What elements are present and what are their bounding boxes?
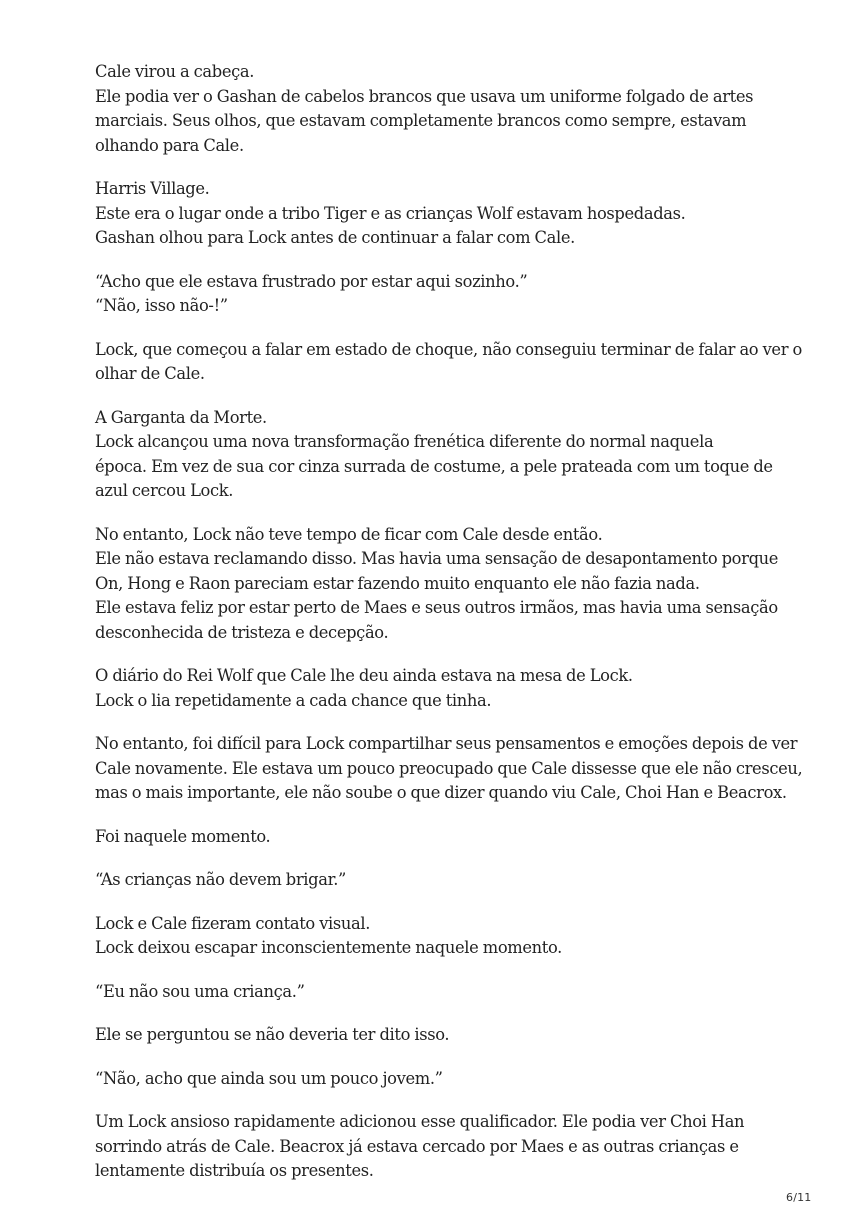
text-line: desconhecida de tristeza e decepção. <box>95 622 389 642</box>
text-line: Cale virou a cabeça. <box>95 62 255 81</box>
text-line: olhando para Cale. <box>95 135 244 155</box>
text-line: “Eu não sou uma criança.” <box>95 981 305 1001</box>
paragraph-15 <box>95 1110 795 1184</box>
text-line: Lock e Cale fizeram contato visual. <box>95 913 371 933</box>
text-line: Lock o lia repetidamente a cada chance que tinha. <box>95 690 492 710</box>
paragraph-6 <box>95 523 795 646</box>
text-line: Ele estava feliz por estar perto de Maes e seus outros irmãos, mas havia uma sensação <box>95 598 778 617</box>
paragraph-11 <box>95 912 795 961</box>
text-line: Cale novamente. Ele estava um pouco preocupado que Cale dissesse que ele não cresceu, <box>95 758 803 778</box>
text-line: “Não, isso não-!” <box>95 296 228 315</box>
text-line: Lock alcançou uma nova transformação frenética diferente do normal naquela <box>95 432 714 451</box>
text-line: On, Hong e Raon pareciam estar fazendo muito enquanto ele não fazia nada. <box>95 573 700 593</box>
text-line: Um Lock ansioso rapidamente adicionou esse qualificador. Ele podia ver Choi Han <box>95 1112 745 1131</box>
text-line: lentamente distribuía os presentes. <box>95 1161 374 1180</box>
text-line: Ele se perguntou se não deveria ter dito isso. <box>95 1025 450 1044</box>
paragraph-12 <box>95 980 795 1005</box>
text-line: No entanto, Lock não teve tempo de ficar com Cale desde então. <box>95 524 603 544</box>
text-line: marciais. Seus olhos, que estavam completamente brancos como sempre, estavam <box>95 111 747 130</box>
text-line: Lock deixou escapar inconscientemente naquele momento. <box>95 938 562 957</box>
text-line: “Acho que ele estava frustrado por estar aqui sozinho.” <box>95 271 528 291</box>
text-line: Foi naquele momento. <box>95 826 271 846</box>
text-line: mas o mais importante, ele não soube o que dizer quando viu Cale, Choi Han e Beacrox. <box>95 783 787 802</box>
text-line: azul cercou Lock. <box>95 481 234 500</box>
text-line: sorrindo atrás de Cale. Beacrox já estava cercado por Maes e as outras crianças e <box>95 1136 739 1156</box>
paragraph-2 <box>95 177 795 251</box>
text-line: Harris Village. <box>95 179 210 198</box>
text-line: “As crianças não devem brigar.” <box>95 870 347 889</box>
text-line: Este era o lugar onde a tribo Tiger e as crianças Wolf estavam hospedadas. <box>95 203 686 223</box>
paragraph-4 <box>95 338 802 387</box>
text-line: Ele podia ver o Gashan de cabelos brancos que usava um uniforme folgado de artes <box>95 86 754 106</box>
paragraph-1 <box>95 60 795 158</box>
text-line: Ele não estava reclamando disso. Mas havia uma sensação de desapontamento porque <box>95 549 779 568</box>
text-line: época. Em vez de sua cor cinza surrada de costume, a pele prateada com um toque de <box>95 456 773 476</box>
paragraph-8 <box>95 732 803 806</box>
text-line: A Garganta da Morte. <box>95 407 267 427</box>
paragraph-5 <box>95 406 795 504</box>
text-line: Lock, que começou a falar em estado de choque, não conseguiu terminar de falar ao ver o <box>95 339 802 359</box>
text-line: No entanto, foi difícil para Lock compartilhar seus pensamentos e emoções depois de ver <box>95 734 798 753</box>
paragraph-14 <box>95 1067 795 1092</box>
paragraph-3 <box>95 270 795 319</box>
text-line: Gashan olhou para Lock antes de continuar a falar com Cale. <box>95 228 575 247</box>
text-line: olhar de Cale. <box>95 364 205 383</box>
paragraph-7 <box>95 664 795 713</box>
paragraph-9 <box>95 825 795 850</box>
paragraph-13 <box>95 1023 795 1048</box>
text-line: “Não, acho que ainda sou um pouco jovem.” <box>95 1068 443 1088</box>
text-line: O diário do Rei Wolf que Cale lhe deu ainda estava na mesa de Lock. <box>95 666 633 685</box>
paragraph-10 <box>95 868 795 893</box>
page-number: 6/11 <box>786 1191 812 1204</box>
